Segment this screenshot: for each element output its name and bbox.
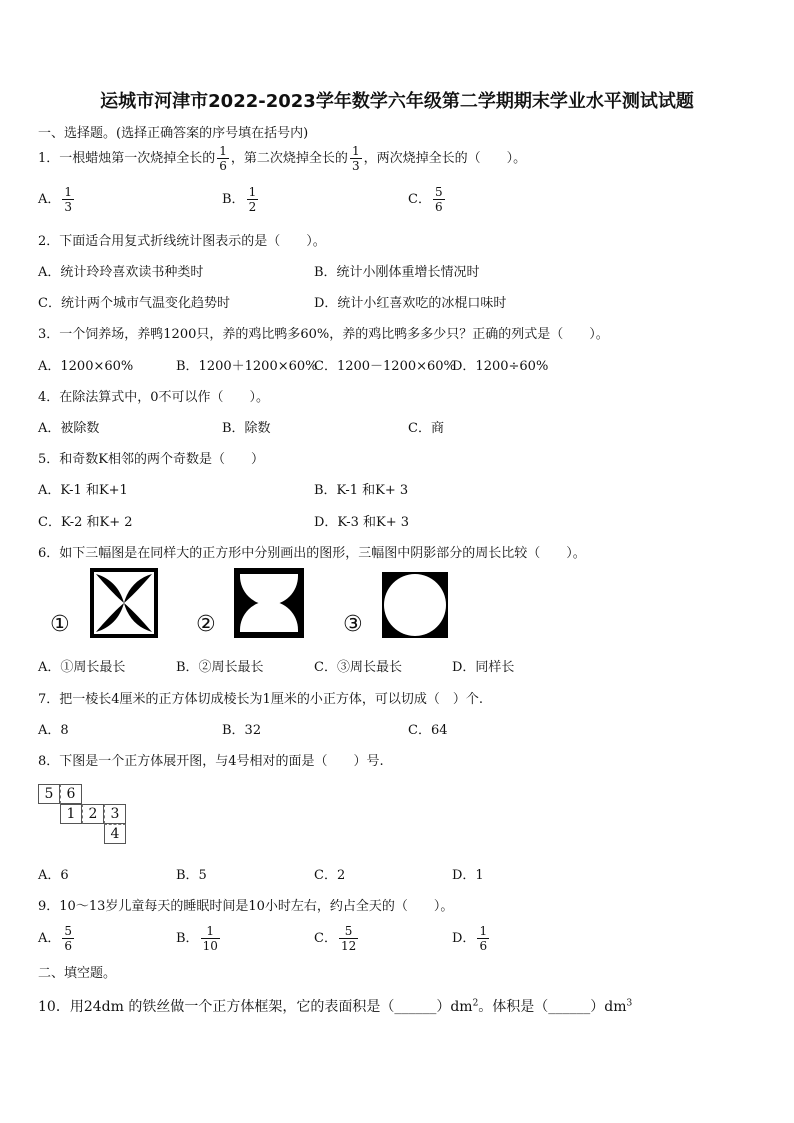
q7-option-b[interactable]: B．32 [222,723,262,738]
q8-option-c[interactable]: C．2 [314,868,346,883]
q2-option-c[interactable]: C．统计两个城市气温变化趋势时 [38,296,230,311]
q5-option-c[interactable]: C．K-2 和K+ 2 [38,515,133,530]
net-face-2: 2 [82,804,104,824]
question-10: 10．用24dm 的铁丝做一个正方体框架，它的表面积是$(\_\_\_\_\_\_)dm^2$。体积是$(\_\_\_\_\_\_)dm^3$ [38,998,633,1015]
q6-option-b[interactable]: B．②周长最长 [176,660,264,675]
question-1-post: ，两次烧掉全长的（ ）。 [363,151,527,166]
net-face-3: 3 [104,804,126,824]
question-1 [38,142,526,176]
q7-option-a[interactable]: A．8 [38,723,69,738]
figure-label-3: ③ [343,612,363,637]
q5-option-b[interactable]: B．K-1 和K+ 3 [314,483,409,498]
q4-option-c[interactable]: C．商 [408,421,444,436]
q8-option-a[interactable]: A．6 [38,868,69,883]
figure-label-1: ① [50,612,70,637]
fraction: $\frac{1}{6}$ [219,144,227,173]
q4-option-b[interactable]: B．除数 [222,421,271,436]
question-9: 9．10～13岁儿童每天的睡眠时间是10小时左右，约占全天的（ ）。 [38,899,454,914]
q2-option-d[interactable]: D．统计小红喜欢吃的冰棍口味时 [314,296,507,311]
question-2: 2．下面适合用复式折线统计图表示的是（ ）。 [38,234,326,249]
q6-option-a[interactable]: A．①周长最长 [38,660,126,675]
q7-option-c[interactable]: C．64 [408,723,448,738]
page-title: 运城市河津市2022-2023学年数学六年级第二学期期末学业水平测试试题 [100,91,694,112]
q3-option-d[interactable]: D．1200÷60% [452,359,549,374]
q9-option-a[interactable]: A． $\frac{5}{6}$ [38,924,73,953]
section-heading-fill: 二、填空题。 [38,966,117,981]
q3-option-b[interactable]: B．1200＋1200×60% [176,359,318,374]
q5-option-a[interactable]: A．K-1 和K+1 [38,483,128,498]
q2-option-b[interactable]: B．统计小刚体重增长情况时 [314,265,480,280]
question-7: 7．把一棱长4厘米的正方体切成棱长为1厘米的小正方体，可以切成（ ）个. [38,692,483,707]
q9-option-d[interactable]: D． $\frac{1}{6}$ [452,924,488,953]
section-heading-choice: 一、选择题。(选择正确答案的序号填在括号内) [38,126,309,141]
net-face-4: 4 [104,824,126,844]
question-8: 8．下图是一个正方体展开图，与4号相对的面是（ ）号. [38,754,384,769]
q4-option-a[interactable]: A．被除数 [38,421,100,436]
net-face-5: 5 [38,784,60,804]
q8-option-b[interactable]: B．5 [176,868,207,883]
question-1-mid: ，第二次烧掉全长的 [230,151,348,166]
q1-option-b[interactable]: B． $\frac{1}{2}$ [222,185,257,214]
q6-option-d[interactable]: D．同样长 [452,660,515,675]
q9-option-c[interactable]: C． $\frac{5}{12}$ [314,924,357,953]
figure-1-four-arcs [90,568,158,638]
figure-label-2: ② [196,612,216,637]
q5-option-d[interactable]: D．K-3 和K+ 3 [314,515,409,530]
net-face-1: 1 [60,804,82,824]
q1-option-c[interactable]: C． $\frac{5}{6}$ [408,185,443,214]
figure-2-two-semicircles [234,568,304,638]
q3-option-c[interactable]: C．1200－1200×60% [314,359,456,374]
question-1-pre: 1．一根蜡烛第一次烧掉全长的 [38,151,216,166]
q9-option-b[interactable]: B． $\frac{1}{10}$ [176,924,218,953]
q1-option-a[interactable]: A． $\frac{1}{3}$ [38,185,73,214]
question-6: 6．如下三幅图是在同样大的正方形中分别画出的图形，三幅图中阴影部分的周长比较（ ）。 [38,546,586,561]
net-face-6: 6 [60,784,82,804]
question-4: 4．在除法算式中，0不可以作（ ）。 [38,390,270,405]
question-3: 3．一个饲养场，养鸭1200只，养的鸡比鸭多60%，养的鸡比鸭多多少只？正确的列式是（ ）。 [38,327,609,342]
fraction: $\frac{1}{3}$ [351,144,360,173]
q8-option-d[interactable]: D．1 [452,868,484,883]
q6-option-c[interactable]: C．③周长最长 [314,660,402,675]
question-5: 5．和奇数K相邻的两个奇数是（ ） [38,452,264,467]
q3-option-a[interactable]: A．1200×60% [38,359,134,374]
q2-option-a[interactable]: A．统计玲玲喜欢读书种类时 [38,265,204,280]
figure-3-inscribed-circle [380,570,450,640]
